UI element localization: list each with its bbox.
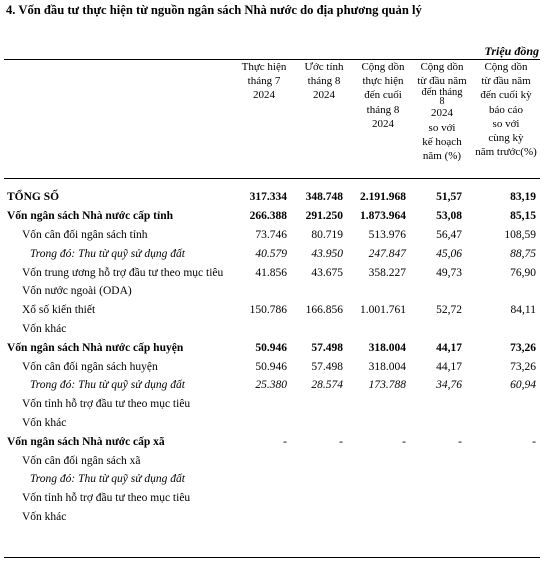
row-label: TỔNG SỐ xyxy=(7,191,60,204)
row-label: Vốn khác xyxy=(22,510,67,523)
row-label: Vốn tỉnh hỗ trợ đầu tư theo mục tiêu xyxy=(22,492,191,505)
row-label: Trong đó: Thu từ quỹ sử dụng đất xyxy=(30,247,185,260)
table-row xyxy=(4,395,540,414)
row-label: Vốn ngân sách Nhà nước cấp huyện xyxy=(7,341,184,354)
row-label: Vốn ngân sách Nhà nước cấp tỉnh xyxy=(7,210,174,223)
table-row xyxy=(4,508,540,527)
row-label: Vốn nước ngoài (ODA) xyxy=(22,285,132,298)
table-row xyxy=(4,489,540,508)
column-header-3: Cộng dồn thực hiện đến cuối tháng 8 2024 xyxy=(361,61,405,130)
row-label: Vốn khác xyxy=(22,416,67,429)
row-label: Trong đó: Thu từ quỹ sử dụng đất xyxy=(30,379,185,392)
table-row xyxy=(4,320,540,339)
row-label: Vốn trung ương hỗ trợ đầu tư theo mục tiêu xyxy=(22,266,224,279)
table-row xyxy=(4,451,540,470)
table-bottom-rule xyxy=(4,557,540,558)
row-label: Vốn tỉnh hỗ trợ đầu tư theo mục tiêu xyxy=(22,398,191,411)
table-row: TỔNG SỐ 317.334 348.748 2.191.968 51,57 83,19 xyxy=(4,188,540,207)
row-label: Vốn cân đối ngân sách xã xyxy=(22,454,141,467)
table-row: Vốn cân đối ngân sách huyện 50.946 57.498 318.004 44,17 73,26 xyxy=(4,357,540,376)
row-label: Vốn cân đối ngân sách tỉnh xyxy=(22,228,148,241)
column-header-2: Ước tính tháng 8 2024 xyxy=(304,61,344,102)
row-label: Xổ số kiến thiết xyxy=(22,304,96,317)
table-row xyxy=(4,470,540,489)
table-row: Vốn trung ương hỗ trợ đầu tư theo mục tiêu 41.856 43.675 358.227 49,73 76,90 xyxy=(4,263,540,282)
row-label: Vốn khác xyxy=(22,322,67,335)
table-row: Trong đó: Thu từ quỹ sử dụng đất 25.380 28.574 173.788 34,76 60,94 xyxy=(4,376,540,395)
table-row: Xổ số kiến thiết 150.786 166.856 1.001.761 52,72 84,11 xyxy=(4,301,540,320)
row-label: Vốn ngân sách Nhà nước cấp xã xyxy=(7,435,165,448)
header-bottom-rule xyxy=(4,178,540,179)
table-row: Vốn ngân sách Nhà nước cấp xã - - - - - xyxy=(4,432,540,451)
table-row xyxy=(4,414,540,433)
row-label: Vốn cân đối ngân sách huyện xyxy=(22,360,158,373)
column-header-4: Cộng dồn từ đầu năm đến tháng 8 2024 so với kế hoạch năm (%) xyxy=(417,61,467,163)
investment-table xyxy=(4,188,540,526)
table-row xyxy=(4,282,540,301)
table-title: 4. Vốn đầu tư thực hiện từ nguồn ngân sách Nhà nước do địa phương quản lý xyxy=(6,3,422,17)
row-label: Trong đó: Thu từ quỹ sử dụng đất xyxy=(30,473,185,486)
table-row: Vốn cân đối ngân sách tỉnh 73.746 80.719 513.976 56,47 108,59 xyxy=(4,226,540,245)
column-header-5: Cộng dồn từ đầu năm đến cuối kỳ báo cáo so với cùng kỳ năm trước(%) xyxy=(475,61,537,159)
table-row: Trong đó: Thu từ quỹ sử dụng đất 40.579 43.950 247.847 45,06 88,75 xyxy=(4,244,540,263)
unit-label: Triệu đồng xyxy=(484,44,539,58)
table-row: Vốn ngân sách Nhà nước cấp tỉnh 266.388 291.250 1.873.964 53,08 85,15 xyxy=(4,207,540,226)
table-row: Vốn ngân sách Nhà nước cấp huyện 50.946 57.498 318.004 44,17 73,26 xyxy=(4,338,540,357)
column-header-1: Thực hiện tháng 7 2024 xyxy=(241,61,287,102)
